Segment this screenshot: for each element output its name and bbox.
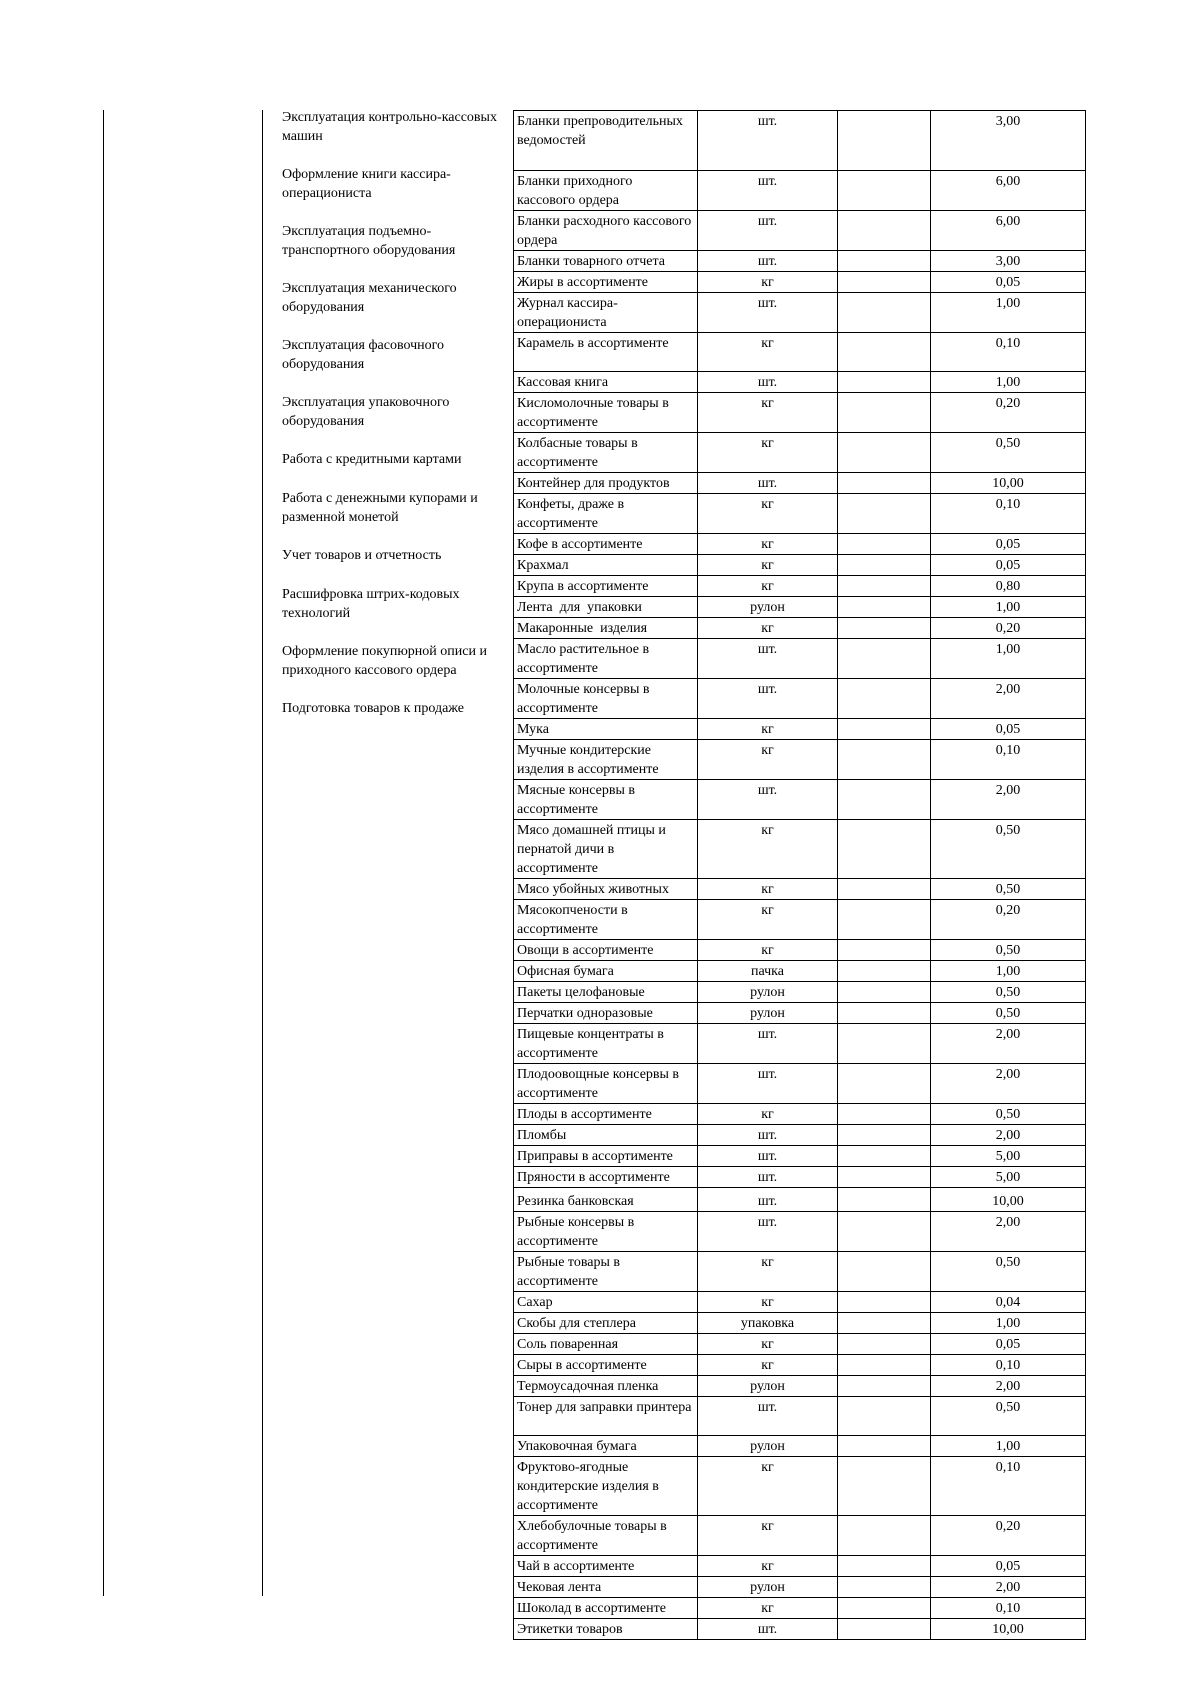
empty-cell: [838, 1577, 931, 1598]
material-name: Кисломолочные товары в ассортименте: [514, 393, 698, 433]
table-row: [514, 1024, 1086, 1064]
material-name: Рыбные консервы в ассортименте: [514, 1212, 698, 1252]
material-unit: кг: [698, 1457, 838, 1516]
empty-cell: [838, 820, 931, 879]
material-name: Пряности в ассортименте: [514, 1167, 698, 1188]
empty-cell: [838, 1556, 931, 1577]
material-unit: рулон: [698, 597, 838, 618]
activity-item: Работа с кредитными картами: [282, 452, 462, 467]
table-row: [514, 780, 1086, 820]
material-unit: шт.: [698, 473, 838, 494]
table-row: [514, 555, 1086, 576]
empty-cell: [838, 1003, 931, 1024]
table-row: [514, 393, 1086, 433]
table-row: [514, 111, 1086, 171]
empty-cell: [838, 679, 931, 719]
material-unit: кг: [698, 1292, 838, 1313]
table-row: [514, 1313, 1086, 1334]
material-qty: 0,50: [931, 820, 1086, 879]
material-qty: 2,00: [931, 1212, 1086, 1252]
material-name: Пломбы: [514, 1125, 698, 1146]
material-qty: 1,00: [931, 1313, 1086, 1334]
empty-cell: [838, 171, 931, 211]
material-qty: 1,00: [931, 597, 1086, 618]
activity-item: Эксплуатация фасовочного оборудования: [282, 338, 445, 372]
empty-cell: [838, 1167, 931, 1188]
material-qty: 0,50: [931, 982, 1086, 1003]
activity-item: Подготовка товаров к продаже: [282, 701, 464, 716]
material-qty: 1,00: [931, 639, 1086, 679]
material-name: Сыры в ассортименте: [514, 1355, 698, 1376]
empty-cell: [838, 111, 931, 171]
material-qty: 0,50: [931, 940, 1086, 961]
empty-cell: [838, 555, 931, 576]
material-name: Скобы для степлера: [514, 1313, 698, 1334]
material-qty: 0,50: [931, 879, 1086, 900]
material-qty: 2,00: [931, 1125, 1086, 1146]
material-name: Мясо убойных животных: [514, 879, 698, 900]
material-name: Журнал кассира-операциониста: [514, 293, 698, 333]
material-unit: кг: [698, 1104, 838, 1125]
material-unit: кг: [698, 740, 838, 780]
table-row: [514, 1146, 1086, 1167]
table-row: [514, 576, 1086, 597]
material-name: Термоусадочная пленка: [514, 1376, 698, 1397]
empty-cell: [838, 211, 931, 251]
empty-cell: [838, 1457, 931, 1516]
material-name: Соль поваренная: [514, 1334, 698, 1355]
material-qty: 6,00: [931, 211, 1086, 251]
empty-cell: [838, 293, 931, 333]
material-name: Крахмал: [514, 555, 698, 576]
material-unit: кг: [698, 1355, 838, 1376]
table-row: [514, 639, 1086, 679]
table-row: [514, 171, 1086, 211]
activity-item: Эксплуатация упаковочного оборудования: [282, 395, 450, 429]
material-unit: кг: [698, 940, 838, 961]
material-unit: кг: [698, 1516, 838, 1556]
material-name: Этикетки товаров: [514, 1619, 698, 1640]
material-name: Жиры в ассортименте: [514, 272, 698, 293]
table-row: [514, 1252, 1086, 1292]
material-qty: 3,00: [931, 251, 1086, 272]
material-name: Рыбные товары в ассортименте: [514, 1252, 698, 1292]
material-name: Лента для упаковки: [514, 597, 698, 618]
material-unit: шт.: [698, 1024, 838, 1064]
table-row: [514, 473, 1086, 494]
left-border-line: [103, 110, 104, 1596]
table-row: [514, 1167, 1086, 1188]
material-unit: рулон: [698, 1376, 838, 1397]
material-unit: упаковка: [698, 1313, 838, 1334]
material-unit: шт.: [698, 1619, 838, 1640]
material-unit: рулон: [698, 1577, 838, 1598]
material-name: Мучные кондитерские изделия в ассортименте: [514, 740, 698, 780]
material-name: Чай в ассортименте: [514, 1556, 698, 1577]
table-row: [514, 1577, 1086, 1598]
table-row: [514, 820, 1086, 879]
table-row: [514, 1619, 1086, 1640]
material-unit: кг: [698, 1252, 838, 1292]
material-name: Тонер для заправки принтера: [514, 1397, 698, 1436]
material-unit: кг: [698, 576, 838, 597]
material-qty: 0,20: [931, 618, 1086, 639]
material-name: Кассовая книга: [514, 372, 698, 393]
material-qty: 0,50: [931, 1397, 1086, 1436]
material-qty: 3,00: [931, 111, 1086, 171]
material-qty: 1,00: [931, 293, 1086, 333]
empty-cell: [838, 433, 931, 473]
table-row: [514, 1064, 1086, 1104]
table-row: [514, 961, 1086, 982]
material-unit: кг: [698, 1598, 838, 1619]
table-row: [514, 879, 1086, 900]
material-qty: 0,05: [931, 555, 1086, 576]
material-unit: кг: [698, 534, 838, 555]
material-qty: 10,00: [931, 1619, 1086, 1640]
table-row: [514, 1436, 1086, 1457]
table-row: [514, 272, 1086, 293]
material-unit: кг: [698, 272, 838, 293]
material-name: Конфеты, драже в ассортименте: [514, 494, 698, 534]
material-qty: 5,00: [931, 1167, 1086, 1188]
empty-cell: [838, 780, 931, 820]
material-name: Масло растительное в ассортименте: [514, 639, 698, 679]
material-name: Мясокопчености в ассортименте: [514, 900, 698, 940]
material-name: Овощи в ассортименте: [514, 940, 698, 961]
material-qty: 0,05: [931, 1556, 1086, 1577]
material-unit: шт.: [698, 111, 838, 171]
empty-cell: [838, 961, 931, 982]
material-qty: 10,00: [931, 473, 1086, 494]
material-unit: шт.: [698, 1064, 838, 1104]
empty-cell: [838, 1397, 931, 1436]
material-unit: кг: [698, 433, 838, 473]
material-qty: 2,00: [931, 1376, 1086, 1397]
material-qty: 0,80: [931, 576, 1086, 597]
material-unit: шт.: [698, 1125, 838, 1146]
table-row: [514, 1556, 1086, 1577]
table-row: [514, 1292, 1086, 1313]
material-qty: 0,50: [931, 1252, 1086, 1292]
table-row: [514, 1457, 1086, 1516]
material-qty: 0,05: [931, 272, 1086, 293]
material-name: Пищевые концентраты в ассортименте: [514, 1024, 698, 1064]
empty-cell: [838, 618, 931, 639]
empty-cell: [838, 900, 931, 940]
material-name: Резинка банковская: [514, 1188, 698, 1212]
material-qty: 2,00: [931, 1577, 1086, 1598]
table-row: [514, 597, 1086, 618]
material-qty: 1,00: [931, 1436, 1086, 1457]
activity-item: Эксплуатация контрольно-кассовых машин: [282, 110, 497, 144]
table-row: [514, 534, 1086, 555]
activity-item: Эксплуатация механического оборудования: [282, 281, 457, 315]
empty-cell: [838, 1188, 931, 1212]
table-row: [514, 679, 1086, 719]
table-row: [514, 211, 1086, 251]
material-name: Плодоовощные консервы в ассортименте: [514, 1064, 698, 1104]
material-unit: кг: [698, 333, 838, 372]
material-unit: кг: [698, 618, 838, 639]
activity-item: Учет товаров и отчетность: [282, 548, 442, 563]
empty-cell: [838, 1516, 931, 1556]
material-qty: 5,00: [931, 1146, 1086, 1167]
table-row: [514, 1125, 1086, 1146]
material-qty: 0,50: [931, 1003, 1086, 1024]
table-row: [514, 372, 1086, 393]
material-unit: кг: [698, 820, 838, 879]
material-name: Мука: [514, 719, 698, 740]
empty-cell: [838, 1313, 931, 1334]
material-name: Колбасные товары в ассортименте: [514, 433, 698, 473]
table-row: [514, 333, 1086, 372]
material-qty: 0,10: [931, 1598, 1086, 1619]
material-name: Фруктово-ягодные кондитерские изделия в ассортименте: [514, 1457, 698, 1516]
table-row: [514, 618, 1086, 639]
material-unit: шт.: [698, 251, 838, 272]
material-qty: 0,50: [931, 433, 1086, 473]
material-qty: 0,05: [931, 1334, 1086, 1355]
material-qty: 2,00: [931, 679, 1086, 719]
material-qty: 0,04: [931, 1292, 1086, 1313]
empty-cell: [838, 940, 931, 961]
material-qty: 2,00: [931, 1064, 1086, 1104]
material-unit: шт.: [698, 780, 838, 820]
material-unit: кг: [698, 393, 838, 433]
material-name: Крупа в ассортименте: [514, 576, 698, 597]
material-qty: 0,05: [931, 719, 1086, 740]
material-qty: 0,10: [931, 740, 1086, 780]
activity-item: Расшифровка штрих-кодовых технологий: [282, 587, 460, 621]
table-row: [514, 1334, 1086, 1355]
empty-cell: [838, 272, 931, 293]
empty-cell: [838, 534, 931, 555]
material-name: Мясные консервы в ассортименте: [514, 780, 698, 820]
empty-cell: [838, 719, 931, 740]
empty-cell: [838, 1146, 931, 1167]
material-qty: 1,00: [931, 372, 1086, 393]
material-name: Хлебобулочные товары в ассортименте: [514, 1516, 698, 1556]
empty-cell: [838, 1212, 931, 1252]
table-row: [514, 293, 1086, 333]
material-unit: кг: [698, 1556, 838, 1577]
material-name: Бланки расходного кассового ордера: [514, 211, 698, 251]
table-row: [514, 1355, 1086, 1376]
material-unit: шт.: [698, 293, 838, 333]
material-qty: 0,20: [931, 393, 1086, 433]
material-unit: шт.: [698, 171, 838, 211]
material-qty: 6,00: [931, 171, 1086, 211]
empty-cell: [838, 1619, 931, 1640]
material-qty: 1,00: [931, 961, 1086, 982]
empty-cell: [838, 333, 931, 372]
material-name: Пакеты целофановые: [514, 982, 698, 1003]
material-name: Кофе в ассортименте: [514, 534, 698, 555]
material-unit: кг: [698, 900, 838, 940]
empty-cell: [838, 1376, 931, 1397]
table-row: [514, 494, 1086, 534]
material-unit: кг: [698, 494, 838, 534]
empty-cell: [838, 393, 931, 433]
activity-item: Работа с денежными купорами и разменной монетой: [282, 491, 478, 525]
empty-cell: [838, 473, 931, 494]
material-unit: шт.: [698, 1212, 838, 1252]
material-name: Упаковочная бумага: [514, 1436, 698, 1457]
empty-cell: [838, 740, 931, 780]
material-unit: пачка: [698, 961, 838, 982]
material-unit: шт.: [698, 372, 838, 393]
material-qty: 2,00: [931, 780, 1086, 820]
table-row: [514, 1397, 1086, 1436]
activity-item: Оформление покупюрной описи и приходного кассового ордера: [282, 644, 487, 678]
divider-line: [262, 110, 263, 1596]
table-row: [514, 1003, 1086, 1024]
material-name: Карамель в ассортименте: [514, 333, 698, 372]
material-name: Приправы в ассортименте: [514, 1146, 698, 1167]
table-row: [514, 1598, 1086, 1619]
material-qty: 0,20: [931, 1516, 1086, 1556]
table-row: [514, 719, 1086, 740]
material-unit: шт.: [698, 679, 838, 719]
table-row: [514, 900, 1086, 940]
table-row: [514, 1516, 1086, 1556]
table-row: [514, 251, 1086, 272]
material-qty: 0,10: [931, 333, 1086, 372]
table-row: [514, 1376, 1086, 1397]
material-unit: шт.: [698, 639, 838, 679]
material-unit: рулон: [698, 1436, 838, 1457]
material-unit: шт.: [698, 211, 838, 251]
material-name: Перчатки одноразовые: [514, 1003, 698, 1024]
material-unit: шт.: [698, 1167, 838, 1188]
empty-cell: [838, 1024, 931, 1064]
table-row: [514, 433, 1086, 473]
empty-cell: [838, 251, 931, 272]
empty-cell: [838, 597, 931, 618]
empty-cell: [838, 576, 931, 597]
material-name: Бланки приходного кассового ордера: [514, 171, 698, 211]
material-qty: 0,05: [931, 534, 1086, 555]
empty-cell: [838, 1598, 931, 1619]
empty-cell: [838, 1252, 931, 1292]
material-name: Шоколад в ассортименте: [514, 1598, 698, 1619]
material-name: Молочные консервы в ассортименте: [514, 679, 698, 719]
table-row: [514, 740, 1086, 780]
material-qty: 0,50: [931, 1104, 1086, 1125]
table-row: [514, 1104, 1086, 1125]
activity-item: Эксплуатация подъемно-транспортного оборудования: [282, 224, 456, 258]
material-qty: 0,20: [931, 900, 1086, 940]
empty-cell: [838, 1125, 931, 1146]
material-unit: рулон: [698, 1003, 838, 1024]
material-qty: 2,00: [931, 1024, 1086, 1064]
material-name: Чековая лента: [514, 1577, 698, 1598]
empty-cell: [838, 1436, 931, 1457]
empty-cell: [838, 1292, 931, 1313]
material-unit: шт.: [698, 1146, 838, 1167]
material-name: Офисная бумага: [514, 961, 698, 982]
table-row: [514, 1188, 1086, 1212]
material-unit: кг: [698, 1334, 838, 1355]
empty-cell: [838, 494, 931, 534]
empty-cell: [838, 372, 931, 393]
material-name: Мясо домашней птицы и пернатой дичи в ассортименте: [514, 820, 698, 879]
table-row: [514, 940, 1086, 961]
empty-cell: [838, 1104, 931, 1125]
material-qty: 0,10: [931, 1457, 1086, 1516]
activity-item: Оформление книги кассира-операциониста: [282, 167, 451, 201]
material-unit: кг: [698, 879, 838, 900]
material-unit: шт.: [698, 1188, 838, 1212]
empty-cell: [838, 639, 931, 679]
material-qty: 10,00: [931, 1188, 1086, 1212]
material-name: Бланки товарного отчета: [514, 251, 698, 272]
material-name: Плоды в ассортименте: [514, 1104, 698, 1125]
table-row: [514, 982, 1086, 1003]
material-name: Контейнер для продуктов: [514, 473, 698, 494]
empty-cell: [838, 879, 931, 900]
empty-cell: [838, 1355, 931, 1376]
material-unit: рулон: [698, 982, 838, 1003]
table-row: [514, 1212, 1086, 1252]
empty-cell: [838, 1064, 931, 1104]
material-name: Макаронные изделия: [514, 618, 698, 639]
empty-cell: [838, 1334, 931, 1355]
material-name: Сахар: [514, 1292, 698, 1313]
material-unit: кг: [698, 555, 838, 576]
materials-table: [513, 110, 1086, 1640]
material-unit: шт.: [698, 1397, 838, 1436]
material-qty: 0,10: [931, 494, 1086, 534]
material-qty: 0,10: [931, 1355, 1086, 1376]
material-unit: кг: [698, 719, 838, 740]
material-name: Бланки препроводительных ведомостей: [514, 111, 698, 171]
empty-cell: [838, 982, 931, 1003]
